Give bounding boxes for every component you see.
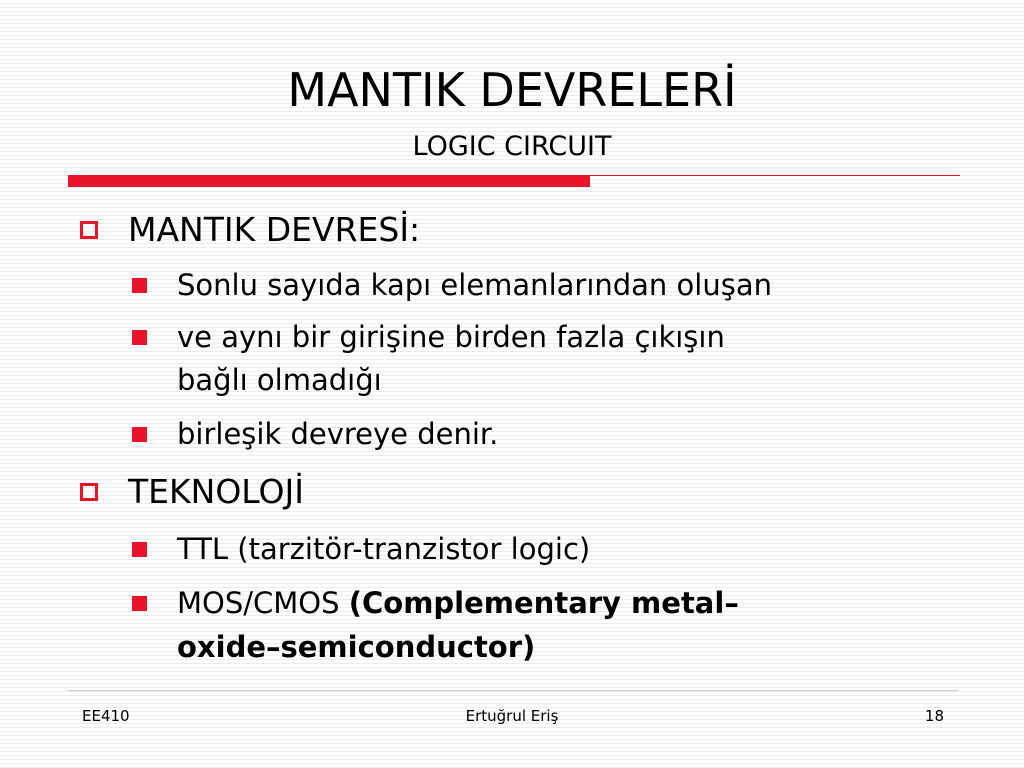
sub-bullet-ve-ayni-line2: bağlı olmadığı (177, 363, 382, 397)
solid-square-bullet-icon (132, 278, 147, 293)
footer-author: Ertuğrul Eriş (465, 707, 559, 725)
slide-title: MANTIK DEVRELERİ (287, 63, 737, 117)
mos-cmos-text: MOS/CMOS (177, 586, 349, 620)
solid-square-bullet-icon (132, 330, 147, 345)
solid-square-bullet-icon (132, 596, 147, 611)
title-underline-thin (590, 175, 960, 176)
hollow-square-bullet-icon (80, 483, 98, 501)
sub-bullet-ve-ayni-line1: ve aynı bir girişine birden fazla çıkışın (177, 320, 725, 354)
solid-square-bullet-icon (132, 542, 147, 557)
cmos-expansion-part2: oxide–semiconductor) (177, 630, 536, 664)
hollow-square-bullet-icon (80, 221, 98, 239)
title-underline-thick (68, 175, 590, 187)
sub-bullet-birlesik: birleşik devreye denir. (177, 417, 499, 451)
footer-course-code: EE410 (82, 707, 130, 725)
sub-bullet-ttl: TTL (tarzitör-tranzistor logic) (177, 532, 591, 566)
solid-square-bullet-icon (132, 427, 147, 442)
cmos-expansion-part1: (Complementary metal– (348, 586, 739, 620)
slide-subtitle: LOGIC CIRCUIT (412, 131, 612, 162)
sub-bullet-sonlu: Sonlu sayıda kapı elemanlarından oluşan (177, 268, 772, 302)
footer-page-number: 18 (924, 707, 944, 725)
bullet-teknoloji: TEKNOLOJİ (128, 472, 304, 511)
bullet-mantik-devresi: MANTIK DEVRESİ: (128, 210, 421, 249)
sub-bullet-mos-line1 (177, 585, 739, 621)
footer-divider (68, 690, 958, 691)
